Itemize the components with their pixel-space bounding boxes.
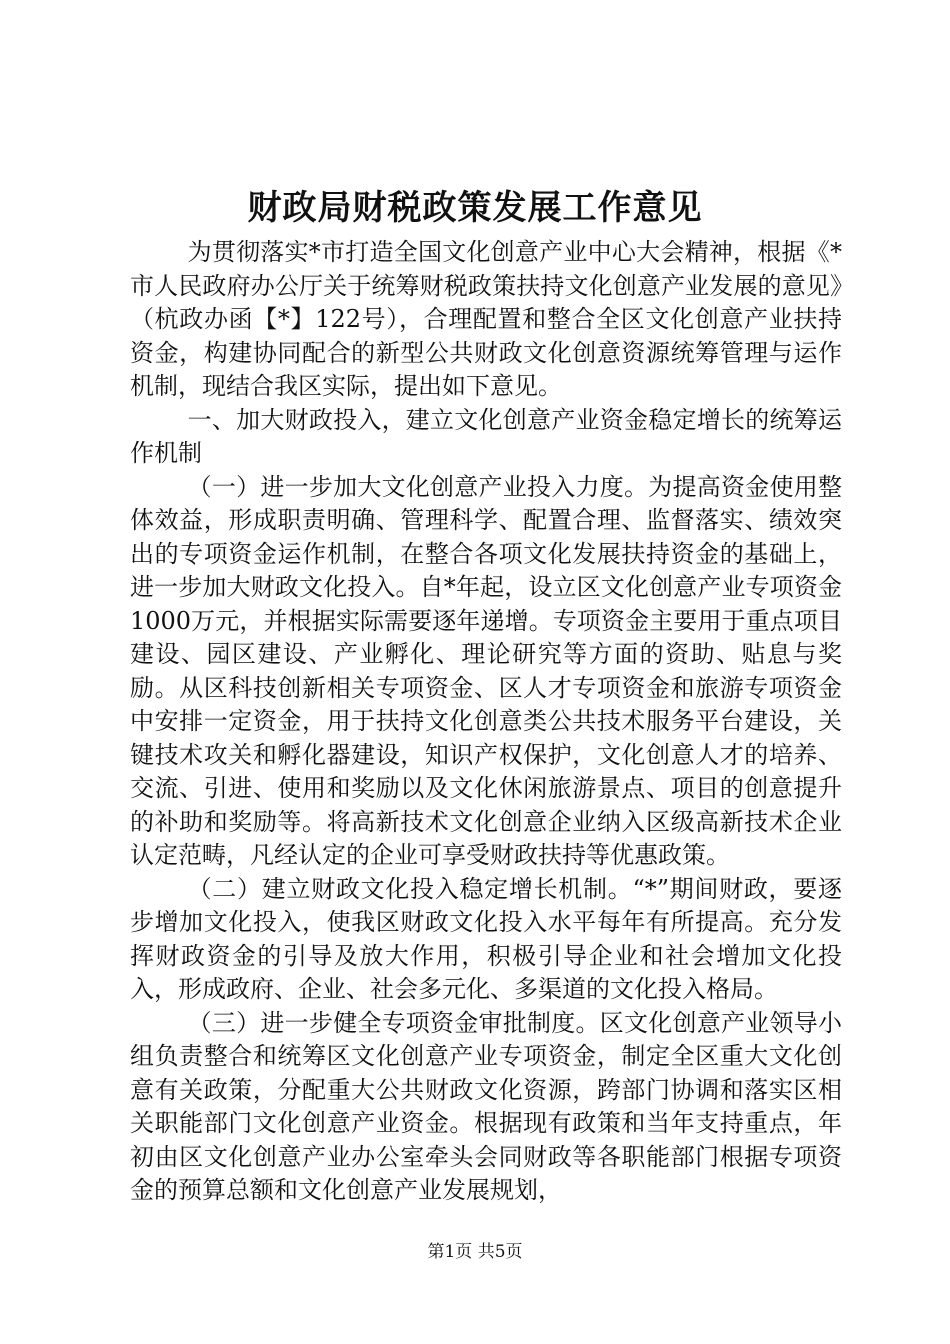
paragraph-item-2: （二）建立财政文化投入稳定增长机制。“*”期间财政，要逐步增加文化投入，使我区财政文化投入水平每年有所提高。充分发挥财政资金的引导及放大作用，积极引导企业和社会增加文化投入，形成政府、企业、社会多元化、多渠道的文化投入格局。 [130,874,842,1003]
document-body [130,236,842,1208]
document-title: 财政局财税政策发展工作意见 [247,188,703,228]
page-footer: 第1页 共5页 [427,1242,523,1262]
paragraph-item-1: （一）进一步加大文化创意产业投入力度。为提高资金使用整体效益，形成职责明确、管理科学、配置合理、监督落实、绩效突出的专项资金运作机制，在整合各项文化发展扶持资金的基础上，进一步加大财政文化投入。自*年起，设立区文化创意产业专项资金1000万元，并根据实际需要逐年递增。专项资金主要用于重点项目建设、园区建设、产业孵化、理论研究等方面的资助、贴息与奖励。从区科技创新相关专项资金、区人才专项资金和旅游专项资金中安排一定资金，用于扶持文化创意类公共技术服务平台建设，关键技术攻关和孵化器建设，知识产权保护，文化创意人才的培养、交流、引进、使用和奖励以及文化休闲旅游景点、项目的创意提升的补助和奖励等。将高新技术文化创意企业纳入区级高新技术企业认定范畴，凡经认定的企业可享受财政扶持等优惠政策。 [130,472,842,869]
intro-paragraph: 为贯彻落实*市打造全国文化创意产业中心大会精神，根据《*市人民政府办公厅关于统筹财税政策扶持文化创意产业发展的意见》（杭政办函【*】122号），合理配置和整合全区文化创意产业扶持资金，构建协同配合的新型公共财政文化创意资源统筹管理与运作机制，现结合我区实际，提出如下意见。 [130,238,842,400]
section-heading-1: 一、加大财政投入，建立文化创意产业资金稳定增长的统筹运作机制 [130,405,842,467]
paragraph-item-3: （三）进一步健全专项资金审批制度。区文化创意产业领导小组负责整合和统筹区文化创意产业专项资金，制定全区重大文化创意有关政策，分配重大公共财政文化资源，跨部门协调和落实区相关职能部门文化创意产业资金。根据现有政策和当年支持重点，年初由区文化创意产业办公室牵头会同财政等各职能部门根据专项资金的预算总额和文化创意产业发展规划， [130,1008,842,1204]
